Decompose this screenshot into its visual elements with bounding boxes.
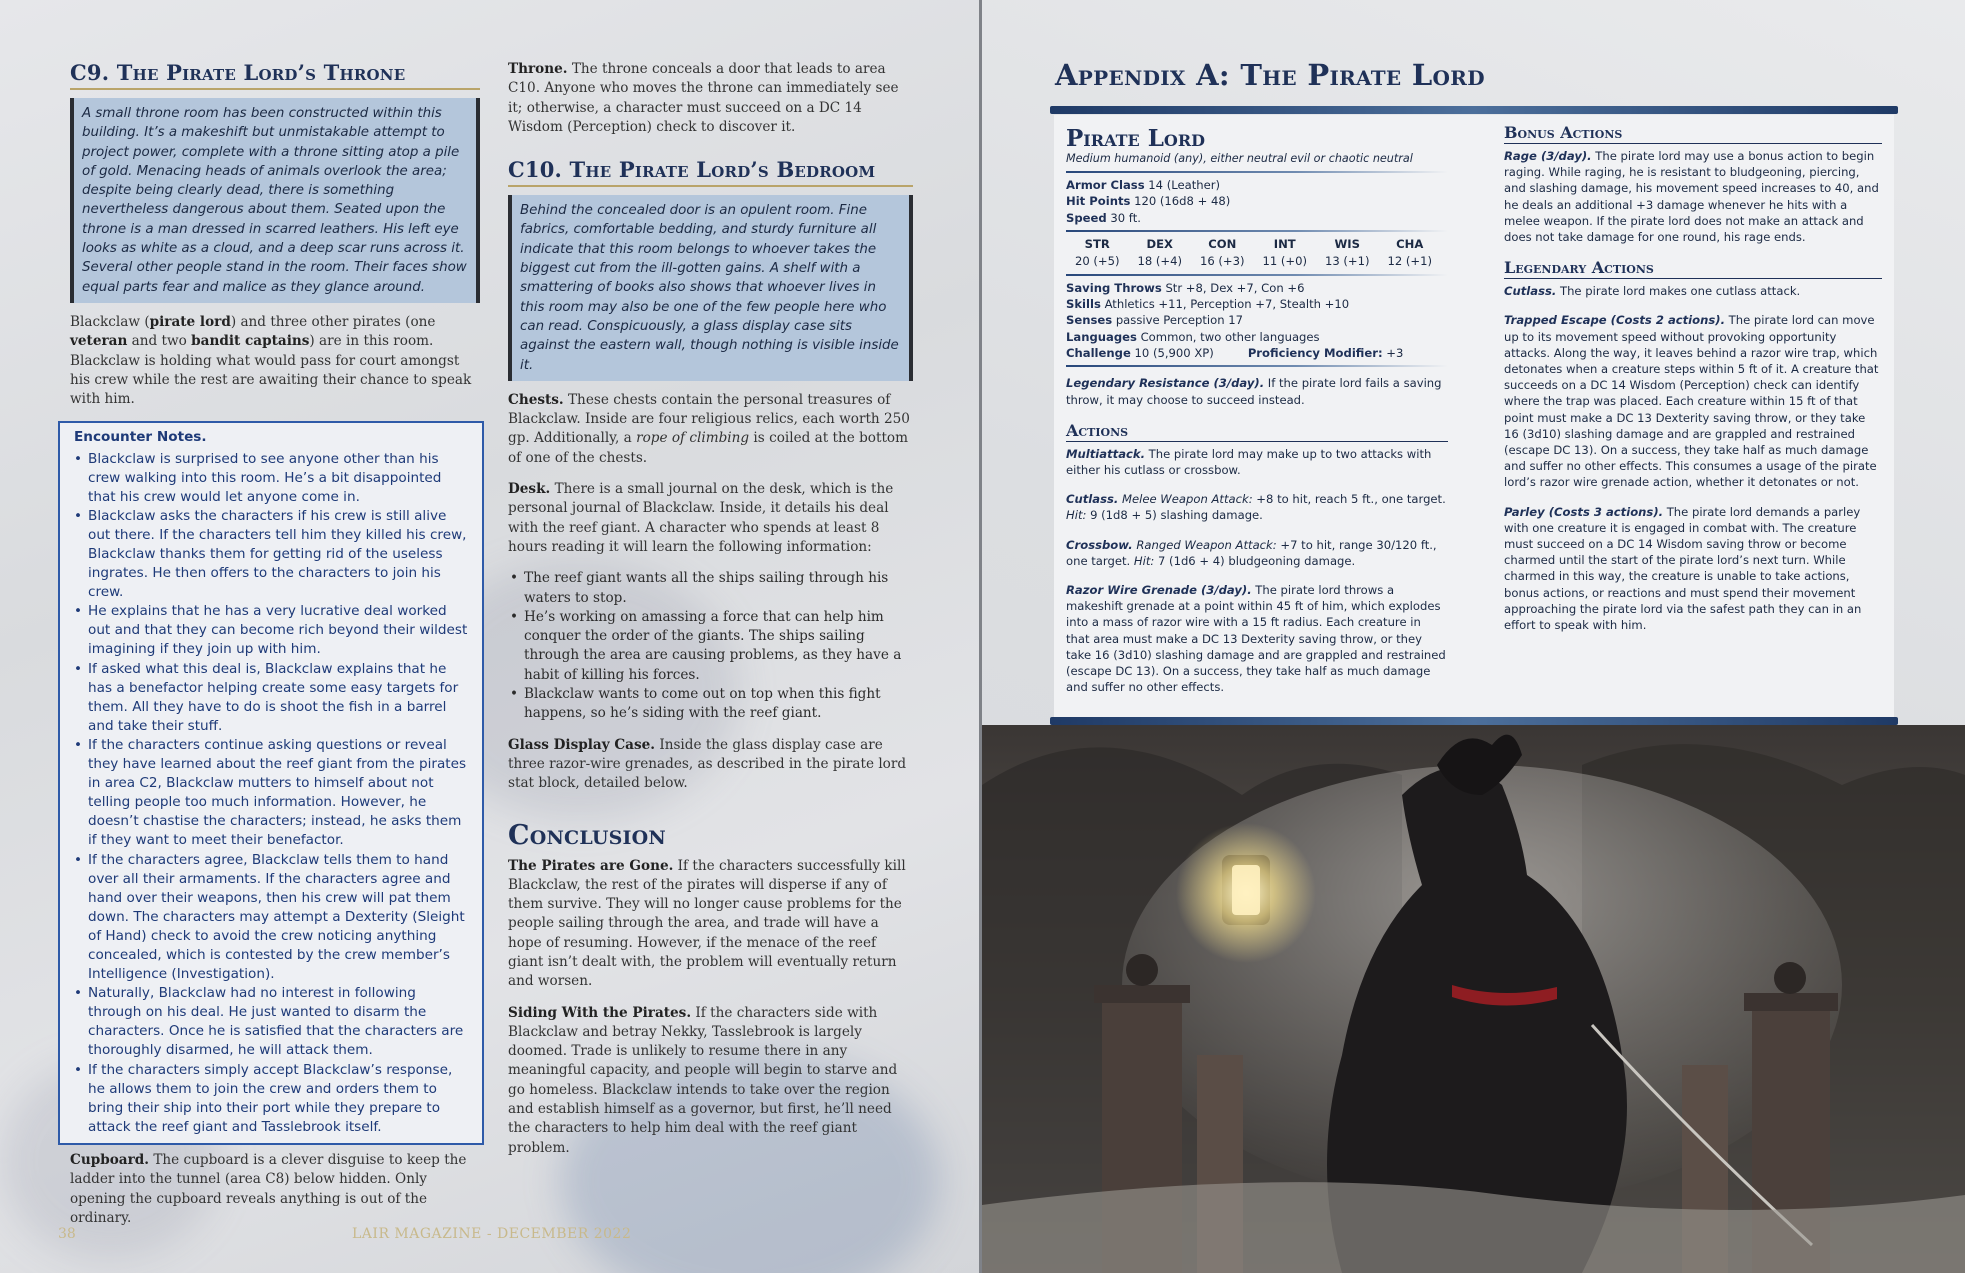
crossbow-label: Crossbow. xyxy=(1066,537,1133,552)
languages-value: Common, two other languages xyxy=(1136,329,1320,344)
saving-throws xyxy=(1066,280,1448,296)
multiattack-label: Multiattack. xyxy=(1066,446,1145,461)
encounter-notes-title: Encounter Notes. xyxy=(74,429,207,446)
throne-paragraph xyxy=(508,60,913,137)
pirate-lord-statblock xyxy=(1054,115,1894,717)
desk-paragraph xyxy=(508,480,913,557)
legendary-actions-heading: Legendary Actions xyxy=(1504,258,1882,279)
cutlass-attack-type: Melee Weapon Attack: xyxy=(1118,492,1253,507)
ability-int xyxy=(1254,236,1317,270)
ability-name: CHA xyxy=(1396,236,1424,251)
proficiency-value: +3 xyxy=(1382,346,1404,361)
desk-label: Desk. xyxy=(508,481,551,498)
statblock-top-bar xyxy=(1050,106,1898,114)
senses-value: passive Perception 17 xyxy=(1112,313,1244,328)
rage-label: Rage (3/day). xyxy=(1504,149,1592,163)
cutlass-damage: 9 (1d8 + 5) slashing damage. xyxy=(1086,508,1263,523)
ability-value: 16 (+3) xyxy=(1199,253,1245,268)
ability-value: 11 (+0) xyxy=(1262,253,1308,268)
list-item: • If the characters simply accept Blackclaw’s response, he allows them to join the crew and orders them to bring their ship into their port while they prepare to attack the reef giant and Tasslebrook itself. xyxy=(74,1061,472,1137)
senses xyxy=(1066,312,1448,328)
trapped-escape xyxy=(1504,312,1882,490)
actions-heading: Actions xyxy=(1066,421,1448,442)
skills-value: Athletics +11, Perception +7, Stealth +10 xyxy=(1100,297,1350,312)
ability-dex xyxy=(1129,236,1192,270)
list-item: • Blackclaw wants to come out on top when this fight happens, so he’s siding with the reef giant. xyxy=(508,685,913,724)
challenge xyxy=(1066,345,1448,361)
rope-of-climbing: rope of climbing xyxy=(636,430,750,447)
ability-name: INT xyxy=(1273,236,1296,251)
monster-name: Pirate Lord xyxy=(1066,125,1206,152)
siding-paragraph xyxy=(508,1004,913,1158)
appendix-title: Appendix A: The Pirate Lord xyxy=(1055,58,1485,92)
legendary-cutlass xyxy=(1504,283,1882,299)
list-item: • If asked what this deal is, Blackclaw explains that he has a benefactor helping create some easy targets for them. All they have to do is shoot the fish in a barrel and take their stuff. xyxy=(74,660,472,736)
page-number: 38 xyxy=(58,1226,76,1242)
hit-label: Hit: xyxy=(1066,508,1087,523)
ability-value: 18 (+4) xyxy=(1137,253,1183,268)
saving-throws-label: Saving Throws xyxy=(1066,280,1162,295)
saving-throws-value: Str +8, Dex +7, Con +6 xyxy=(1161,280,1305,295)
hit-points xyxy=(1066,193,1448,209)
list-item: • He’s working on amassing a force that can help him conquer the order of the giants. The ships sailing through the area are causing problems, as they have a habit of killing his forces. xyxy=(508,608,913,685)
c10-heading: C10. The Pirate Lord’s Bedroom xyxy=(508,157,913,187)
speed-label: Speed xyxy=(1066,210,1107,225)
armor-class-label: Armor Class xyxy=(1066,178,1145,192)
legendary-cutlass-text: The pirate lord makes one cutlass attack. xyxy=(1556,284,1801,299)
divider xyxy=(1066,171,1448,173)
challenge-value: 10 (5,900 XP) xyxy=(1130,346,1214,361)
left-page xyxy=(0,0,980,1273)
c10-boxed-text: Behind the concealed door is an opulent room. Fine fabrics, comfortable bedding, and sturdy furniture all indicate that this room belongs to whoever takes the biggest cut from the ill-gotten gains. A shelf with a smattering of books also shows that whoever lives in this room may also be one of the few people here who can read. Conspicuously, a glass display case sits against the eastern wall, though nothing is visible inside it. xyxy=(508,195,913,381)
left-column xyxy=(70,60,480,1240)
languages-label: Languages xyxy=(1066,329,1137,344)
journal-list xyxy=(508,569,913,723)
razor-wire-grenade-text: The pirate lord throws a makeshift grenade at a point within 45 ft of him, which explodes into a mass of razor wire with a 15 ft radius. Each creature in that area must make a DC 13 Dexterity saving throw, or they take 16 (3d10) slashing damage and are grappled and restrained (escape DC 13). On a success, they take half as much damage and suffer no other effects. xyxy=(1066,583,1446,695)
magazine-footer: LAIR MAGAZINE - DECEMBER 2022 xyxy=(352,1226,632,1242)
cutlass-text: +8 to hit, reach 5 ft., one target. xyxy=(1252,492,1446,507)
ability-scores xyxy=(1066,236,1441,270)
ability-value: 12 (+1) xyxy=(1387,253,1433,268)
divider xyxy=(1066,365,1448,367)
parley-label: Parley (Costs 3 actions). xyxy=(1504,504,1664,519)
divider xyxy=(1066,274,1448,276)
senses-label: Senses xyxy=(1066,313,1113,328)
list-item: • Blackclaw asks the characters if his crew is still alive out there. If the characters tell him they killed his crew, Blackclaw thanks them for getting rid of the useless ingrates. He then offers to the characters to join his crew. xyxy=(74,507,472,602)
proficiency-label: Proficiency Modifier: xyxy=(1247,346,1383,361)
statblock-left-column xyxy=(1066,125,1448,708)
pirates-gone-paragraph xyxy=(508,857,913,992)
encounter-notes xyxy=(58,421,484,1144)
trapped-escape-label: Trapped Escape (Costs 2 actions). xyxy=(1504,313,1725,328)
throne-label: Throne. xyxy=(508,61,568,77)
pirates-gone-label: The Pirates are Gone. xyxy=(508,857,674,874)
statblock-right-column xyxy=(1504,123,1882,646)
c9-intro: Blackclaw (pirate lord) and three other pirates (one veteran and two bandit captains) are in this room. Blackclaw is holding what would pass for court amongst his crew while the rest are awaiting their chance to speak with him. xyxy=(70,313,472,408)
throne-text: The throne conceals a door that leads to area C10. Anyone who moves the throne can immediately see it; otherwise, a character must succeed on a DC 14 Wisdom (Perception) check to discover it. xyxy=(508,61,899,135)
challenge-label: Challenge xyxy=(1066,346,1131,361)
right-column xyxy=(508,60,913,1170)
crossbow-attack-type: Ranged Weapon Attack: xyxy=(1132,537,1277,552)
hit-points-label: Hit Points xyxy=(1066,194,1131,209)
rage xyxy=(1504,148,1882,245)
armor-class-value: 14 (Leather) xyxy=(1144,178,1221,192)
list-item: • Naturally, Blackclaw had no interest in following through on his deal. He just wanted to disarm the characters. Once he is satisfied that the characters are thoroughly disarmed, he will attack them. xyxy=(74,984,472,1060)
statblock-bottom-bar xyxy=(1050,717,1898,725)
cupboard-text: The cupboard is a clever disguise to keep the ladder into the tunnel (area C8) below hidden. Only opening the cupboard reveals anything is out of the ordinary. xyxy=(70,1151,467,1226)
rage-text: The pirate lord may use a bonus action to begin raging. While raging, he is resistant to bludgeoning, piercing, and slashing damage, his movement speed increases to 40, and he deals an additional +3 damage whenever he hits with a melee weapon. If the pirate lord does not make an attack and does not take damage for one round, his rage ends. xyxy=(1504,149,1879,245)
siding-text: If the characters side with Blackclaw and betray Nekky, Tasslebrook is largely doomed. Trade is unlikely to resume there in any meaningful capacity, and people will begin to starve and go homeless. Blackclaw intends to take over the region and establish himself as a governor, but first, he’ll need the characters to help him deal with the reef giant problem. xyxy=(508,1004,898,1156)
razor-wire-grenade-label: Razor Wire Grenade (3/day). xyxy=(1066,583,1252,597)
legendary-resistance xyxy=(1066,375,1448,407)
ability-wis xyxy=(1316,236,1379,270)
speed xyxy=(1066,210,1448,226)
crossbow-damage: 7 (1d6 + 4) bludgeoning damage. xyxy=(1154,553,1356,568)
list-item: • If the characters continue asking questions or reveal they have learned about the reef giant from the pirates in area C2, Blackclaw mutters to himself about not telling people too much information. However, he doesn’t chastise the characters; instead, he asks them if they want to meet their benefactor. xyxy=(74,736,472,851)
legendary-resistance-text: If the pirate lord fails a saving throw, it may choose to succeed instead. xyxy=(1066,376,1442,407)
multiattack xyxy=(1066,446,1448,478)
skills-label: Skills xyxy=(1066,297,1101,312)
ability-str xyxy=(1066,236,1129,270)
list-item: • He explains that he has a very lucrative deal worked out and that they can become rich beyond their wildest imagining if they join up with him. xyxy=(74,602,472,659)
cupboard-label: Cupboard. xyxy=(70,1151,149,1168)
skills xyxy=(1066,296,1448,312)
crossbow-action xyxy=(1066,537,1448,569)
ability-value: 20 (+5) xyxy=(1074,253,1120,268)
cutlass-label: Cutlass. xyxy=(1066,492,1119,507)
ability-name: STR xyxy=(1084,236,1110,251)
ability-name: CON xyxy=(1208,236,1237,251)
cupboard-paragraph xyxy=(70,1151,480,1228)
glass-text: Inside the glass display case are three razor-wire grenades, as described in the pirate lord stat block, detailed below. xyxy=(508,736,907,792)
glass-label: Glass Display Case. xyxy=(508,736,655,753)
cutlass-action xyxy=(1066,491,1448,523)
legendary-resistance-label: Legendary Resistance (3/day). xyxy=(1066,376,1265,391)
list-item: • Blackclaw is surprised to see anyone other than his crew walking into this room. He’s a bit disappointed that his crew would let anyone come in. xyxy=(74,450,472,507)
parley xyxy=(1504,504,1882,634)
divider xyxy=(1066,230,1448,232)
bonus-actions-heading: Bonus Actions xyxy=(1504,123,1882,144)
legendary-cutlass-label: Cutlass. xyxy=(1504,284,1557,299)
razor-wire-grenade xyxy=(1066,582,1448,695)
pirates-gone-text: If the characters successfully kill Blackclaw, the rest of the pirates will disperse if any of them survive. They will no longer cause problems for the people sailing through the area, and trade will have a hope of resuming. However, if the menace of the reef giant isn’t dealt with, the problem will eventually return and worsen. xyxy=(508,857,906,990)
glass-paragraph xyxy=(508,736,913,794)
armor-class xyxy=(1066,177,1448,193)
ability-con xyxy=(1191,236,1254,270)
illustration-svg xyxy=(982,725,1965,1273)
list-item: • If the characters agree, Blackclaw tells them to hand over all their armaments. If the characters agree and hand over their weapons, then his crew will pat them down. The characters may attempt a Dexterity (Sleight of Hand) check to avoid the crew noticing anything concealed, which is contested by the crew member’s Intelligence (Investigation). xyxy=(74,851,472,985)
speed-value: 30 ft. xyxy=(1106,210,1141,225)
chests-text-end: is coiled at the bottom of one of the chests. xyxy=(508,430,908,466)
ability-value: 13 (+1) xyxy=(1324,253,1370,268)
list-item: • The reef giant wants all the ships sailing through his waters to stop. xyxy=(508,569,913,608)
c9-heading: C9. The Pirate Lord’s Throne xyxy=(70,60,480,90)
encounter-notes-list xyxy=(74,450,472,1137)
c9-boxed-text: A small throne room has been constructed within this building. It’s a makeshift but unmistakable attempt to project power, complete with a throne sitting atop a pile of gold. Menacing heads of animals overlook the area; despite being clearly dead, there is something nevertheless dangerous about them. Seated upon the throne is a man dressed in scarred leathers. His left eye looks as white as a cloud, and a deep scar runs across it. Several other people stand in the room. Their faces show equal parts fear and malice as they glance around. xyxy=(70,98,480,303)
languages xyxy=(1066,329,1448,345)
chests-label: Chests. xyxy=(508,391,564,408)
desk-text: There is a small journal on the desk, which is the personal journal of Blackclaw. Inside, it details his deal with the reef giant. A character who spends at least 8 hours reading it will learn the following information: xyxy=(508,481,894,555)
siding-label: Siding With the Pirates. xyxy=(508,1004,692,1021)
multiattack-text: The pirate lord may make up to two attacks with either his cutlass or crossbow. xyxy=(1066,446,1432,477)
parley-text: The pirate lord demands a parley with one creature it is engaged in combat with. The creature must succeed on a DC 14 Wisdom saving throw or become charmed until the start of the pirate lord’s next turn. While charmed in this way, the creature is unable to take actions, bonus actions, or reactions and must spend their movement approaching the pirate lord via the safest path they can in an effort to speak with him. xyxy=(1504,504,1862,633)
trapped-escape-text: The pirate lord can move up to its movement speed without provoking opportunity attacks. Along the way, it leaves behind a razor wire trap, which detonates when a creature steps within 5 ft of it. A creature that succeeds on a DC 14 Wisdom (Perception) check can identify where the trap was placed. Each creature within 15 ft of that point must make a DC 13 Dexterity saving throw, or they take 16 (3d10) slashing damage and are grappled and restrained (escape DC 13). On a success, they take half as much damage and suffer no other effects. This consumes a usage of the pirate lord’s razor wire grenade action, whether it detonates or not. xyxy=(1504,313,1879,490)
conclusion-heading: Conclusion xyxy=(508,819,666,851)
ability-name: DEX xyxy=(1146,236,1173,251)
chests-paragraph xyxy=(508,391,913,468)
hit-points-value: 120 (16d8 + 48) xyxy=(1130,194,1231,209)
hit-label: Hit: xyxy=(1133,553,1155,568)
ability-name: WIS xyxy=(1334,236,1360,251)
ability-cha xyxy=(1379,236,1442,270)
monster-type: Medium humanoid (any), either neutral evil or chaotic neutral xyxy=(1066,152,1413,165)
crossbow-text: +7 to hit, range 30/120 ft., one target. xyxy=(1066,537,1437,568)
chests-text: These chests contain the personal treasures of Blackclaw. Inside are four religious relics, each worth 250 gp. Additionally, a xyxy=(508,391,910,447)
pirate-lord-illustration xyxy=(982,725,1965,1273)
